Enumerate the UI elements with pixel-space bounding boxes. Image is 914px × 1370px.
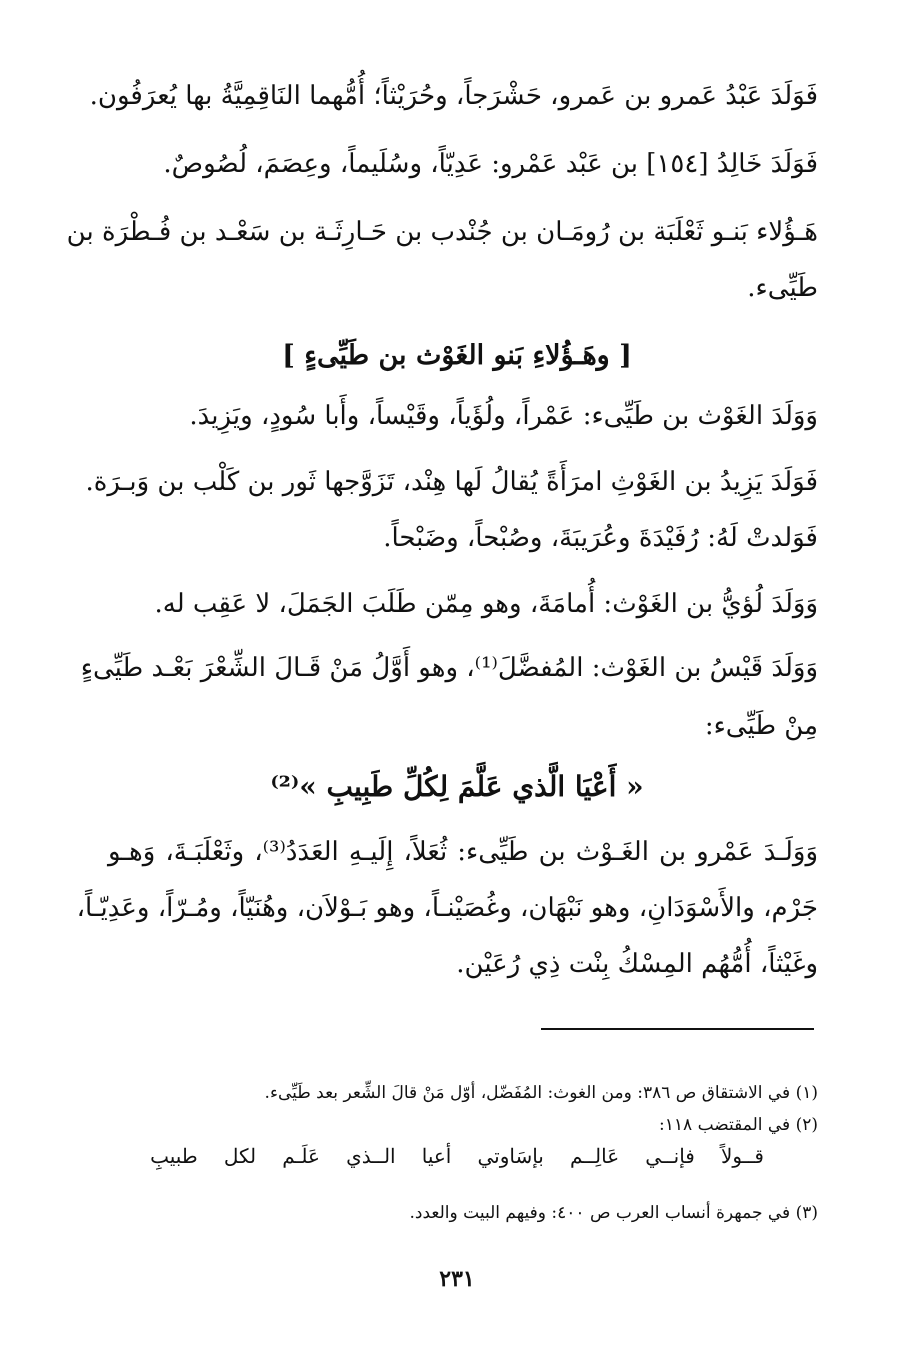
section-heading: [ وهَـؤُلاءِ بَنو الغَوْث بن طَيِّىءٍ ]: [282, 340, 632, 371]
page-number: ٢٣١: [439, 1266, 475, 1292]
paragraph-sons-of-abd-amr: فَوَلَدَ عَبْدُ عَمرو بن عَمرو، حَشْرَجاً، وحُرَيْثاً؛ أُمُّهما النَاقِمِيَّةُ بها يُعرَفُون.: [89, 81, 818, 111]
paragraph-qays-line-1: وَوَلَدَ قَيْسُ بن الغَوْث: المُفضَّلَ⁽¹⁾، وهو أَوَّلُ مَنْ قَـالَ الشِّعْرَ بَعْـد طَيِّىءٍ: [80, 653, 818, 683]
verse-quote: « أَعْيَا الَّذي عَلَّمَ لِكُلِّ طَبِيبِ »⁽²⁾: [270, 770, 644, 803]
paragraph-amr-line-3: وغَيْثاً، أُمُّهُم المِسْكُ بِنْت ذِي رُعَيْن.: [456, 949, 818, 979]
paragraph-sons-of-ghawth: وَوَلَدَ الغَوْث بن طَيِّىء: عَمْراً، ولُؤَياً، وقَيْساً، وأَبا سُودٍ، ويَزِيدَ.: [189, 401, 818, 431]
paragraph-amr-line-1: وَوَلَـدَ عَمْرو بن الغَـوْث بن طَيِّىء: ثُعَلاً، إِلَيـهِ العَدَدُ⁽³⁾، وثَعْلَبَـةَ، وَهـو: [108, 837, 819, 867]
paragraph-tha-laba-line-2: طَيِّىء.: [747, 273, 818, 303]
paragraph-luayy: وَوَلَدَ لُؤيُّ بن الغَوْث: أُمامَةَ، وهو مِمّن طَلَبَ الجَمَلَ، لا عَقِب له.: [154, 589, 818, 619]
verse-word: الــذي: [346, 1144, 396, 1168]
verse-word: لكل: [223, 1144, 257, 1168]
verse-word: عَلَـم: [282, 1144, 320, 1168]
footnote-3: (٣) في جمهرة أنساب العرب ص ٤٠٠: وفيهم البيت والعدد.: [409, 1203, 818, 1223]
footnote-1: (١) في الاشتقاق ص ٣٨٦: ومن الغوث: المُفَضّل، أوّل مَنْ قالَ الشِّعر بعد طَيِّىء.: [264, 1083, 818, 1103]
paragraph-tha-laba-line-1: هَـؤُلاء بَنـو ثَعْلَبَة بن رُومَـان بن جُنْدب بن حَـارِثَـة بن سَعْـد بن فُـطْرَة بن: [66, 217, 818, 247]
verse-word: قــولاً: [720, 1144, 764, 1168]
footnote-2: (٢) في المقتضب ١١٨:: [659, 1115, 818, 1135]
verse-word: أعيا: [421, 1144, 452, 1168]
paragraph-qays-line-2: مِنْ طَيِّىء:: [704, 711, 818, 741]
verse-word: عَالِــم: [569, 1144, 620, 1168]
verse-word: فإنــي: [645, 1144, 695, 1168]
footnote-2-verse: [150, 1142, 764, 1170]
verse-word: بإسَاوتي: [477, 1144, 544, 1168]
paragraph-amr-line-2: جَرْم، والأَسْوَدَانِ، وهو نَبْهَان، وغُصَيْنـاً، وهو بَـوْلاَن، وهُنَيّاً، ومُـرّاً، وعَدِيّـاً،: [76, 893, 818, 923]
paragraph-yazid-line-2: فَوَلدتْ لَهُ: رُفَيْدَةَ وعُرَيبَةَ، وصُبْحاً، وضَبْحاً.: [383, 523, 818, 553]
paragraph-sons-of-khalid: فَوَلَدَ خَالِدُ [١٥٤] بن عَبْد عَمْرو: عَدِيّاً، وسُلَيماً، وعِصَمَ، لُصُوصٌ.: [163, 149, 818, 179]
verse-word: طبيبِ: [150, 1144, 198, 1168]
paragraph-yazid-line-1: فَوَلَدَ يَزِيدُ بن الغَوْثِ امرَأَةً يُقالُ لَها هِنْد، تَزَوَّجها ثَور بن كَلْب بن وَبـرَة.: [85, 467, 818, 497]
footnote-divider: [541, 1028, 814, 1030]
